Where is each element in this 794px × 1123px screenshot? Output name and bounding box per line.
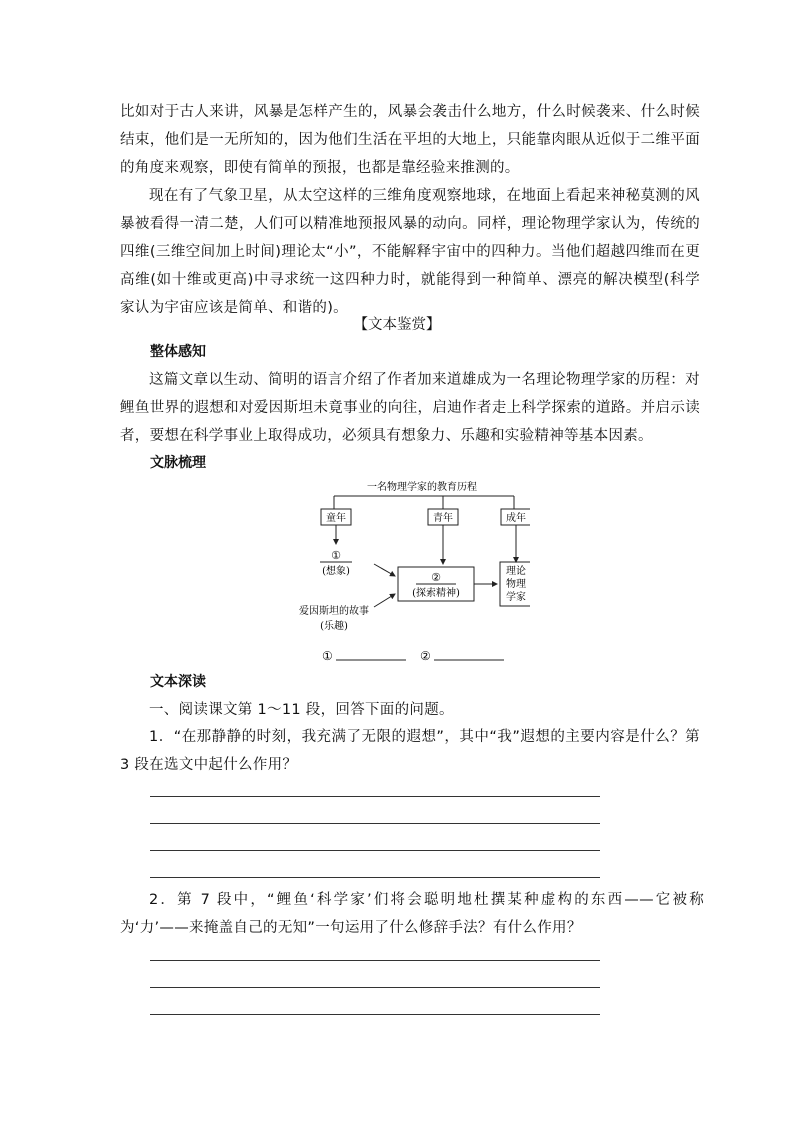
blank1-number: ① — [331, 549, 341, 562]
answer-line[interactable] — [150, 823, 600, 824]
childhood-box: 童年 — [326, 513, 346, 524]
question-2: 2．第 7 段中，“鲤鱼‘科学家’们将会聪明地杜撰某种虚构的东西——它被称为‘力’——来掩盖自己的无知”一句运用了什么修辞手法？有什么作用？ — [120, 892, 704, 936]
einstein-hint: (乐趣) — [320, 621, 348, 632]
blank2-hint: (探索精神) — [412, 588, 460, 599]
answer-line[interactable] — [150, 987, 600, 988]
result-line-2: 物理 — [506, 579, 526, 590]
result-line-1: 理论 — [506, 566, 526, 577]
diagram-top-label: 一名物理学家的教育历程 — [367, 482, 477, 493]
adult-box: 成年 — [506, 513, 526, 524]
answer-line[interactable] — [150, 877, 600, 878]
blank2-number: ② — [431, 571, 441, 584]
overall-heading: 整体感知 — [150, 344, 206, 360]
paragraph-ancient-storms: 比如对于古人来讲，风暴是怎样产生的，风暴会袭击什么地方，什么时候袭来、什么时候结束，他们是一无所知的，因为他们生活在平坦的大地上，只能靠肉眼从近似于二维平面的角度来观察，即使有简单的预报，也都是靠经验来推测的。 — [120, 104, 700, 176]
deep-read-intro: 一、阅读课文第 1～11 段，回答下面的问题。 — [149, 702, 454, 718]
answer-line[interactable] — [150, 796, 600, 797]
einstein-story: 爱因斯坦的故事 — [299, 606, 369, 617]
blank1-hint: (想象) — [322, 566, 350, 577]
youth-box: 青年 — [433, 513, 453, 524]
answer-line[interactable] — [150, 1014, 600, 1015]
answer-1-label: ① — [322, 649, 333, 663]
result-line-3: 学家 — [506, 592, 526, 603]
answer-2-label: ② — [420, 649, 431, 663]
structure-diagram — [290, 474, 530, 670]
deep-read-heading: 文本深读 — [150, 674, 206, 690]
structure-heading: 文脉梳理 — [150, 455, 206, 471]
answer-line[interactable] — [150, 850, 600, 851]
section-title: 【文本鉴赏】 — [353, 317, 441, 333]
question-1: 1．“在那静静的时刻，我充满了无限的遐想”，其中“我”遐想的主要内容是什么？第 3 段在选文中起什么作用？ — [120, 729, 700, 773]
paragraph-weather-satellite: 现在有了气象卫星，从太空这样的三维角度观察地球，在地面上看起来神秘莫测的风暴被看得一清二楚，人们可以精准地预报风暴的动向。同样，理论物理学家认为，传统的四维(三维空间加上时间)理论太“小”，不能解释宇宙中的四种力。当他们超越四维而在更高维(如十维或更高)中寻求统一这四种力时，就能得到一种简单、漂亮的解决模型(科学家认为宇宙应该是简单、和谐的)。 — [120, 188, 700, 316]
overall-text: 这篇文章以生动、简明的语言介绍了作者加来道雄成为一名理论物理学家的历程：对鲤鱼世界的遐想和对爱因斯坦未竟事业的向往，启迪作者走上科学探索的道路。并启示读者，要想在科学事业上取得成功，必须具有想象力、乐趣和实验精神等基本因素。 — [120, 372, 700, 444]
answer-line[interactable] — [150, 960, 600, 961]
